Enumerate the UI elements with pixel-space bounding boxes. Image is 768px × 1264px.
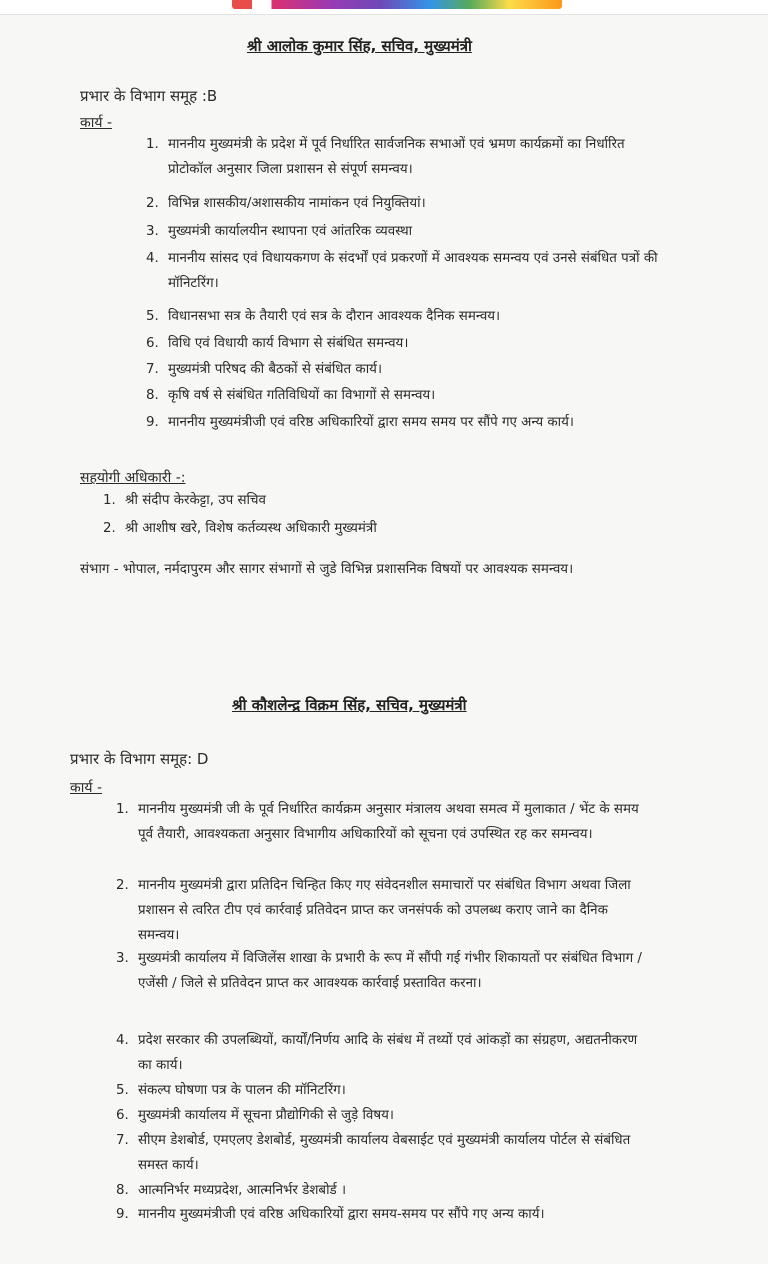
section1-title: श्री आलोक कुमार सिंह, सचिव, मुख्यमंत्री xyxy=(247,37,472,55)
section2-group: प्रभार के विभाग समूह: D xyxy=(70,750,209,768)
section1-group: प्रभार के विभाग समूह :B xyxy=(80,87,218,105)
list-item: 3. मुख्यमंत्री कार्यालय में विजिलेंस शाखा के प्रभारी के रूप में सौंपी गई गंभीर शिकायतों पर संबंधित विभाग / एजेंसी / जिले से प्रतिवेदन प्राप्त कर आवश्यक कार्रवाई प्रस्तावित करना। xyxy=(116,951,642,991)
list-item: 5. संकल्प घोषणा पत्र के पालन की मॉनिटरिंग। xyxy=(116,1083,346,1098)
document-page xyxy=(0,14,768,1264)
list-item: 9. माननीय मुख्यमंत्रीजी एवं वरिष्ठ अधिकारियों द्वारा समय-समय पर सौंपे गए अन्य कार्य। xyxy=(116,1207,545,1222)
list-item: 8. आत्मनिर्भर मध्यप्रदेश, आत्मनिर्भर डेशबोर्ड । xyxy=(116,1183,347,1198)
list-item: 9. माननीय मुख्यमंत्रीजी एवं वरिष्ठ अधिकारियों द्वारा समय समय पर सौंपे गए अन्य कार्य। xyxy=(146,415,574,430)
list-item: 7. मुख्यमंत्री परिषद की बैठकों से संबंधित कार्य। xyxy=(146,362,383,377)
list-item: 8. कृषि वर्ष से संबंधित गतिविधियों का विभागों से समन्वय। xyxy=(146,388,436,403)
section1-region: संभाग - भोपाल, नर्मदापुरम और सागर संभागों से जुडे विभिन्न प्रशासनिक विषयों पर आवश्यक समन्वय। xyxy=(80,562,574,577)
section1-staff-label: सहयोगी अधिकारी -: xyxy=(80,470,186,486)
list-item: 7. सीएम डेशबोर्ड, एमएलए डेशबोर्ड, मुख्यमंत्री कार्यालय वेबसाईट एवं मुख्यमंत्री कार्यालय पोर्टल से संबंधित समस्त कार्य। xyxy=(116,1133,631,1173)
brand-logo xyxy=(232,0,562,9)
section1-tasks-label: कार्य - xyxy=(80,115,112,131)
list-item: 6. मुख्यमंत्री कार्यालय में सूचना प्रौद्योगिकी से जुड़े विषय। xyxy=(116,1108,394,1123)
list-item: 6. विधि एवं विधायी कार्य विभाग से संबंधित समन्वय। xyxy=(146,336,409,351)
section2-title: श्री कौशलेन्द्र विक्रम सिंह, सचिव, मुख्यमंत्री xyxy=(232,696,467,714)
list-item: 4. माननीय सांसद एवं विधायकगण के संदर्भों एवं प्रकरणों में आवश्यक समन्वय एवं उनसे संबंधित पत्रों की मॉनिटरिंग। xyxy=(146,251,658,291)
list-item: 5. विधानसभा सत्र के तैयारी एवं सत्र के दौरान आवश्यक दैनिक समन्वय। xyxy=(146,309,501,324)
list-item: 1. माननीय मुख्यमंत्री जी के पूर्व निर्धारित कार्यक्रम अनुसार मंत्रालय अथवा समत्व में मुलाकात / भेंट के समय पूर्व तैयारी, आवश्यकता अनुसार विभागीय अधिकारियों को सूचना एवं उपस्थित रह कर समन्वय। xyxy=(116,802,639,842)
list-item: 2. विभिन्न शासकीय/अशासकीय नामांकन एवं नियुक्तियां। xyxy=(146,196,426,211)
list-item: 2. माननीय मुख्यमंत्री द्वारा प्रतिदिन चिन्हित किए गए संवेदनशील समाचारों पर संबंधित विभाग अथवा जिला प्रशासन से त्वरित टीप एवं कार्रवाई प्रतिवेदन प्राप्त कर जनसंपर्क को उपलब्ध कराए जाने का दैनिक समन्वय। xyxy=(116,878,631,943)
top-banner xyxy=(0,0,768,15)
section2-tasks-label: कार्य - xyxy=(70,780,102,796)
list-item: 1. श्री संदीप केरकेट्टा, उप सचिव xyxy=(103,493,266,508)
list-item: 1. माननीय मुख्यमंत्री के प्रदेश में पूर्व निर्धारित सार्वजनिक सभाओं एवं भ्रमण कार्यक्रमों का निर्धारित प्रोटोकॉल अनुसार जिला प्रशासन से संपूर्ण समन्वय। xyxy=(146,137,625,177)
list-item: 4. प्रदेश सरकार की उपलब्धियों, कार्यों/निर्णय आदि के संबंध में तथ्यों एवं आंकड़ों का संग्रहण, अद्यतनीकरण का कार्य। xyxy=(116,1033,638,1073)
list-item: 2. श्री आशीष खरे, विशेष कर्तव्यस्थ अधिकारी मुख्यमंत्री xyxy=(103,521,377,536)
list-item: 3. मुख्यमंत्री कार्यालयीन स्थापना एवं आंतरिक व्यवस्था xyxy=(146,224,413,239)
